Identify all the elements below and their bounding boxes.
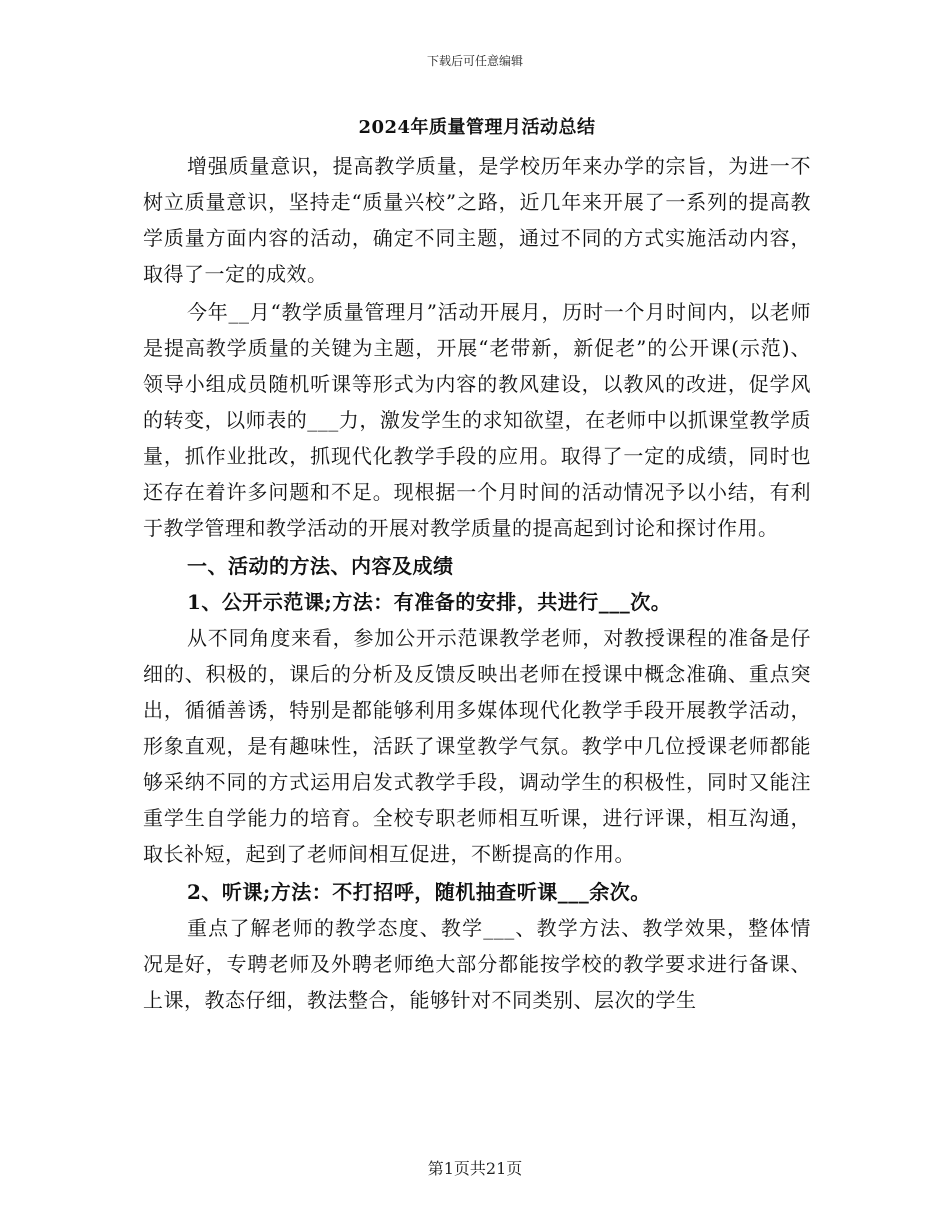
section-heading-methods: 一、活动的方法、内容及成绩	[187, 554, 454, 578]
paragraph-intro: 增强质量意识，提高教学质量，是学校历年来办学的宗旨，为进一不树立质量意识，坚持走“质量兴校”之路，近几年来开展了一系列的提高教学质量方面内容的活动，确定不同主题，通过不同的方式实施活动内容，取得了一定的成效。	[143, 154, 811, 286]
page-number: 第1页共21页	[427, 1159, 523, 1178]
document-title: 2024年质量管理月活动总结	[358, 117, 596, 138]
paragraph-lesson-observation: 重点了解老师的教学态度、教学___、教学方法、教学效果，整体情况是好，专聘老师及外聘老师绝大部分都能按学校的教学要求进行备课、上课，教态仔细，教法整合，能够针对不同类别、层次的学生	[143, 916, 811, 1012]
subheading-demo-lessons: 1、公开示范课;方法：有准备的安排，共进行___次。	[187, 590, 672, 614]
paragraph-activity-overview: 今年__月“教学质量管理月”活动开展月，历时一个月时间内，以老师是提高教学质量的关键为主题，开展“老带新，新促老”的公开课(示范)、领导小组成员随机听课等形式为内容的教风建设，以教风的改进，促学风的转变，以师表的___力，激发学生的求知欲望，在老师中以抓课堂教学质量，抓作业批改，抓现代化教学手段的应用。取得了一定的成绩，同时也还存在着许多问题和不足。现根据一个月时间的活动情况予以小结，有利于教学管理和教学活动的开展对教学质量的提高起到讨论和探讨作用。	[143, 300, 811, 540]
subheading-lesson-observation: 2、听课;方法：不打招呼，随机抽查听课___余次。	[187, 880, 651, 904]
document-body	[143, 108, 811, 1018]
paragraph-demo-lessons: 从不同角度来看，参加公开示范课教学老师，对教授课程的准备是仔细的、积极的，课后的分析及反馈反映出老师在授课中概念准确、重点突出，循循善诱，特别是都能够利用多媒体现代化教学手段开展教学活动，形象直观，是有趣味性，活跃了课堂教学气氛。教学中几位授课老师都能够采纳不同的方式运用启发式教学手段，调动学生的积极性，同时又能注重学生自学能力的培育。全校专职老师相互听课，进行评课，相互沟通，取长补短，起到了老师间相互促进，不断提高的作用。	[143, 626, 811, 866]
page-header-note: 下载后可任意编辑	[426, 54, 523, 68]
